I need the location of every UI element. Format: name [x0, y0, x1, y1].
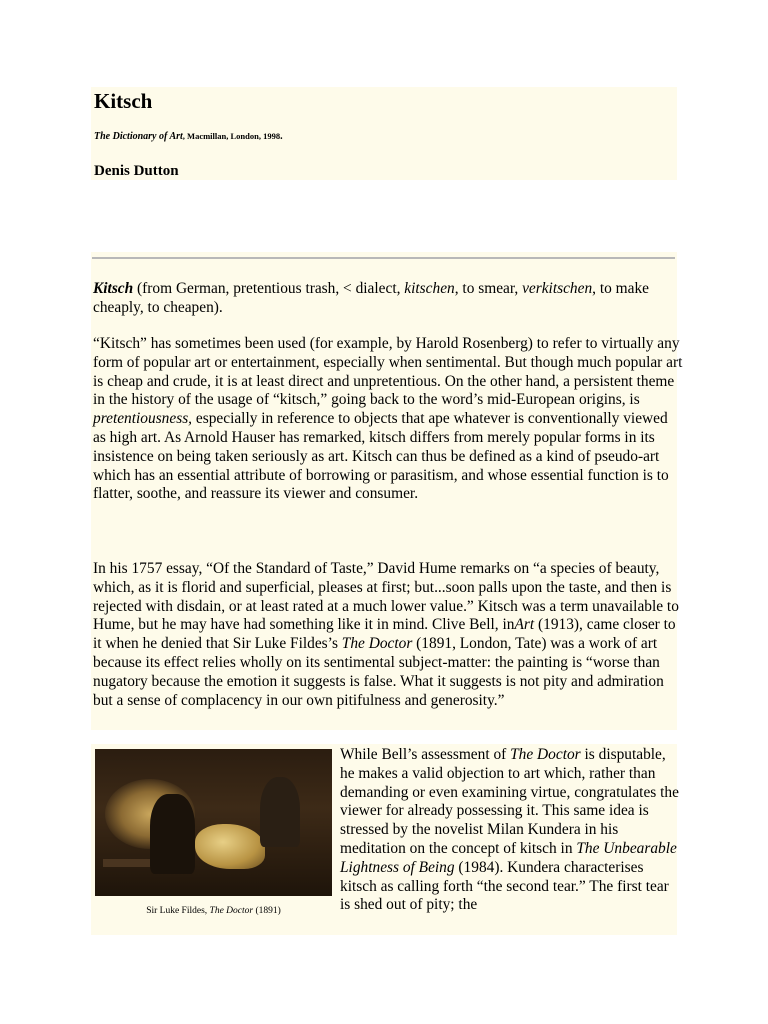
source-publisher: , Macmillan, London, 1998	[182, 131, 281, 141]
term-kitschen: kitschen	[404, 280, 455, 297]
paragraph-usage	[93, 335, 683, 504]
parent-figure	[260, 777, 300, 847]
paragraph-definition	[93, 280, 683, 318]
text-span: (1891, London, Tate) was a work of art because its effect relies wholly on its sentimental subject-matter: the painting is “worse than nugatory because the emotion it suggests is false. What it suggests is not pity and admiration but a sense of complacency in our own pitifulness and generosity.”	[93, 635, 664, 709]
divider	[92, 257, 675, 259]
text-span: While Bell’s assessment of	[340, 746, 511, 763]
text-span: , to make cheaply, to cheapen).	[93, 280, 649, 316]
text-span: especially in reference to objects that ape whatever is conventionally viewed as high art. As Arnold Hauser has remarked, kitsch differs from merely popular forms in its insistence on being taken seriously as art. Kitsch can thus be defined as a kind of pseudo-art which has an essential attribute of borrowing or parasitism, and whose essential function is to flatter, soothe, and reassure its viewer and consumer.	[93, 410, 669, 503]
painting-image	[95, 749, 332, 896]
text-span: (1984). Kundera characterises kitsch as calling forth “the second tear.” The first tear is shed out of pity; the	[340, 858, 669, 914]
paragraph-bell	[340, 746, 680, 915]
caption-date: (1891)	[253, 906, 281, 916]
title-unbearable-lightness: The Unbearable Lightness of Being	[340, 839, 677, 876]
text-span: (from German, pretentious trash, < dialect,	[133, 280, 405, 297]
doctor-figure	[150, 794, 195, 874]
source-title: The Dictionary of Art	[94, 131, 183, 142]
child-blanket	[195, 824, 265, 869]
figure-caption	[95, 905, 332, 917]
title-art: Art	[514, 616, 535, 634]
title-the-doctor: The Doctor	[341, 635, 413, 653]
source-period: .	[280, 131, 283, 142]
text-span: , to smear,	[454, 280, 523, 297]
text-span: is disputable, he makes a valid objection to art which, rather than demanding or even examining virtue, congratulates the viewer for already possessing it. This same idea is stressed by the novelist Milan Kundera in his meditation on the concept of kitsch in	[340, 746, 679, 857]
caption-title: The Doctor	[209, 906, 254, 916]
term-kitsch: Kitsch	[93, 280, 134, 297]
author-name: Denis Dutton	[94, 163, 179, 179]
paragraph-hume	[93, 560, 683, 710]
text-span: (1913), came closer to it when he denied that Sir Luke Fildes’s	[93, 616, 676, 653]
term-verkitschen: verkitschen	[522, 280, 593, 297]
source-citation	[94, 130, 283, 143]
caption-text: Sir Luke Fildes,	[146, 906, 210, 916]
page-title: Kitsch	[94, 89, 153, 113]
term-pretentiousness: pretentiousness,	[93, 410, 193, 428]
title-the-doctor: The Doctor	[510, 746, 581, 763]
text-span: “Kitsch” has sometimes been used (for example, by Harold Rosenberg) to refer to virtually any form of popular art or entertainment, especially when sentimental. But though much popular art is cheap and crude, it is at least direct and unpretentious. On the other hand, a persistent theme in the history of the usage of “kitsch,” going back to the word’s mid-European origins, is	[93, 335, 683, 409]
text-span: In his 1757 essay, “Of the Standard of Taste,” David Hume remarks on “a species of beauty, which, as it is florid and superficial, pleases at first; but...soon palls upon the taste, and then is rejected with disdain, or at least rated at a much lower value.” Kitsch was a term unavailable to Hume, but he may have had something like it in mind. Clive Bell, in	[93, 560, 679, 634]
